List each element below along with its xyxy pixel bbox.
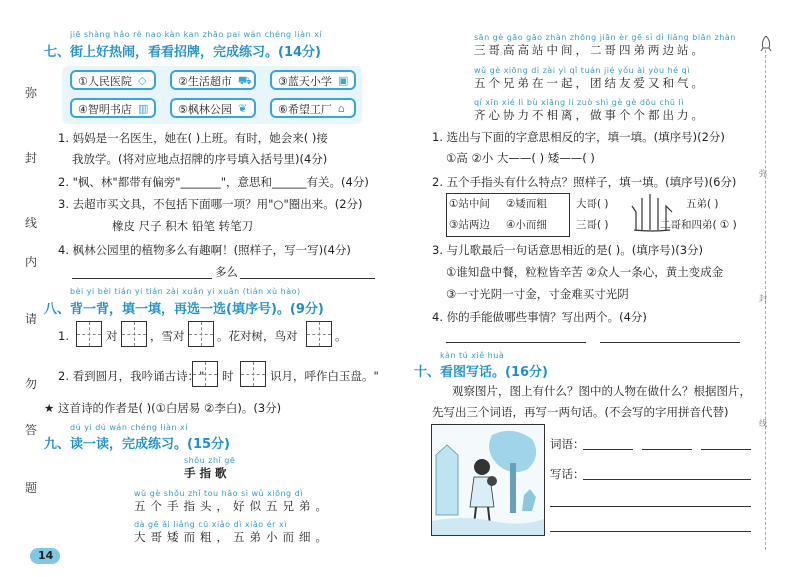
sec9-q1-options: ①高 ②小 大——( ) 矮——( ) <box>446 151 595 165</box>
sign-school <box>270 70 356 90</box>
sec10-title: 十、看图写话。(16分) <box>414 365 548 380</box>
poem-line2: 大哥矮而粗，五弟小而细。 <box>134 530 332 544</box>
option-2: ②矮而粗 <box>506 198 547 210</box>
sidebar-small-char: 弥 <box>759 169 767 178</box>
sec9-q1: 1. 选出与下面的字意思相反的字，填一填。(填序号)(2分) <box>432 130 725 144</box>
picture-girl-carrying-child <box>431 424 545 536</box>
answer-line <box>446 342 586 343</box>
sidebar-small-char: 封 <box>759 294 767 303</box>
write-box[interactable] <box>76 321 102 347</box>
write-box[interactable] <box>306 321 332 347</box>
poem-line1-pinyin: wǔ gè shǒu zhǐ tou hǎo sì wǔ xiōng dì <box>134 489 303 498</box>
sign-label: ①人民医院 <box>78 75 132 88</box>
sec8-q2-t3: 识月，呼作白玉盘。" <box>270 369 379 383</box>
sec9-q3-a: ①谁知盘中餐，粒粒皆辛苦 ②众人一条心，黄土变成金 <box>446 265 724 279</box>
poem-line3-pinyin: sān gè gāo gāo zhàn zhōng jiān èr gē sì dì liǎng biān zhàn <box>474 33 736 42</box>
sec10-para1: 观察图片，图上有什么？图中的人物在做什么？根据图片， <box>452 384 751 398</box>
option-4: ④小而细 <box>506 219 547 231</box>
sec7-q3-options: 橡皮 尺子 积木 铅笔 转笔刀 <box>112 219 254 233</box>
sec9-q3: 3. 与儿歌最后一句话意思相近的是( )。(填序号)(3分) <box>432 243 704 257</box>
sign-supermarket <box>170 70 256 90</box>
factory-icon: ⌂ <box>338 102 345 115</box>
sec8-q2-t1: 2. 看到圆月，我吟诵古诗：" <box>58 369 205 383</box>
sign-bookstore <box>70 98 156 118</box>
answer-line <box>583 479 751 480</box>
sec8-q1-t1: 对 <box>106 329 118 343</box>
sec7-q4: 4. 枫林公园里的植物多么有趣啊！(照样子，写一写)(4分) <box>58 243 351 257</box>
cart-icon: ⛟ <box>238 74 252 87</box>
sec9-pinyin: dú yi dú wán chéng liàn xí <box>70 423 188 432</box>
book-icon: ▥ <box>138 102 149 115</box>
rocket-icon <box>760 36 772 56</box>
sec8-star-question: ★ 这首诗的作者是( )(①白居易 ②李白)。(3分) <box>44 401 282 415</box>
write-label: 写话： <box>550 467 585 481</box>
sec8-q1-t3: 。花对树，鸟对 <box>217 329 298 343</box>
sign-label: ③蓝天小学 <box>278 75 332 88</box>
sign-label: ②生活超市 <box>178 75 232 88</box>
sec9-q3-b: ③一寸光阴一寸金，寸金难买寸光阴 <box>446 287 629 301</box>
sign-hospital <box>70 70 156 90</box>
poem-line3: 三哥高高站中间，二哥四弟两边站。 <box>474 43 706 57</box>
answer-line <box>550 506 751 507</box>
poem-title: 手 指 歌 <box>184 466 227 480</box>
sign-label: ⑥希望工厂 <box>278 103 332 116</box>
cross-icon: ◇ <box>138 74 147 87</box>
sec7-q1a: 1. 妈妈是一名医生，她在( )上班。有时，她会来( )接 <box>58 131 328 145</box>
sec8-q2-t2: 时 <box>222 369 234 383</box>
write-box[interactable] <box>192 361 218 387</box>
sidebar-char: 内 <box>25 255 38 269</box>
write-box[interactable] <box>121 321 147 347</box>
poem-line1: 五个手指头，好似五兄弟。 <box>134 499 332 513</box>
answer-line <box>583 449 633 450</box>
write-box[interactable] <box>240 361 266 387</box>
sidebar-char: 请 <box>25 312 38 326</box>
sign-park <box>170 98 256 118</box>
sec7-q4-end: 多么 <box>215 265 238 279</box>
leaf-icon: ❦ <box>238 102 248 115</box>
sec8-title: 八、背一背，填一填，再选一选(填序号)。(9分) <box>44 302 324 317</box>
sec8-q1-t2: ，雪对 <box>150 329 185 343</box>
sec8-q1-num: 1. <box>58 329 69 343</box>
words-label: 词语： <box>550 437 585 451</box>
poem-line4: 五个兄弟在一起，团结友爱又和气。 <box>474 76 706 90</box>
option-3: ③站两边 <box>449 219 490 231</box>
sec8-q1-t4: 。 <box>335 329 347 343</box>
answer-line <box>701 449 751 450</box>
poem-title-pinyin: shǒu zhǐ gē <box>184 456 236 465</box>
answer-line <box>600 342 740 343</box>
sec7-q3: 3. 去超市买文具，不包括下面哪一项？用"○"圈出来。(2分) <box>58 197 363 211</box>
write-box[interactable] <box>188 321 214 347</box>
sec7-pinyin: jiē shàng hǎo rè nao kàn kan zhāo pai wán chéng liàn xí <box>70 30 323 39</box>
poem-line5-pinyin: qí xīn xié lì bù xiāng lí zuò shì gè gè dōu chū lì <box>474 98 684 107</box>
sec9-q2: 2. 五个手指头有什么特点？照样子，填一填。(填序号)(6分) <box>432 175 737 189</box>
sec7-q1b: 我放学。(将对应地点招牌的序号填入括号里)(4分) <box>72 152 328 166</box>
finger-row-3: 五弟( ) <box>686 198 719 210</box>
sec7-q2: 2. "枫、林"都带有偏旁"_______"，意思和______有关。(4分) <box>58 175 369 189</box>
sec8-pinyin: bèi yi bèi tián yi tián zài xuǎn yi xuǎn (tián xù hào) <box>70 287 301 296</box>
poem-line4-pinyin: wǔ gè xiōng dì zài yì qǐ tuán jié yǒu ài yòu hé qì <box>474 66 690 75</box>
sidebar-char: 封 <box>25 151 38 165</box>
answer-line <box>550 531 751 532</box>
sec9-title: 九、读一读，完成练习。(15分) <box>44 437 230 452</box>
sec10-pinyin: kàn tú xiě huà <box>440 351 505 360</box>
sidebar-char: 线 <box>25 216 38 230</box>
school-icon: ▣ <box>338 74 349 87</box>
sidebar-char: 题 <box>25 481 38 495</box>
sec10-para2: 先写出三个词语，再写一两句话。(不会写的字用拼音代替) <box>432 405 729 419</box>
sign-label: ⑤枫林公园 <box>178 103 232 116</box>
finger-row-4: 二哥和四弟( ① ) <box>660 219 737 231</box>
sign-factory <box>270 98 356 118</box>
poem-line5: 齐心协力不相离，做事个个都出力。 <box>474 108 706 122</box>
answer-line <box>72 278 212 279</box>
sec9-q4: 4. 你的手能做哪些事情？写出两个。(4分) <box>432 310 647 324</box>
sign-label: ④智明书店 <box>78 103 132 116</box>
finger-row-2: 三哥( ) <box>576 219 609 231</box>
finger-row-1: 大哥( ) <box>576 198 609 210</box>
sidebar-small-char: 线 <box>759 419 767 428</box>
page-number: 14 <box>38 549 54 562</box>
sidebar-char: 弥 <box>25 86 38 100</box>
sidebar-char: 答 <box>25 423 38 437</box>
sidebar-char: 勿 <box>25 377 38 391</box>
poem-line2-pinyin: dà gē ǎi liǎng cū xiǎo dì xiǎo ér xì <box>134 520 287 529</box>
answer-line <box>240 278 375 279</box>
answer-line <box>642 449 692 450</box>
option-1: ①站中间 <box>449 198 490 210</box>
sec7-title: 七、街上好热闹，看看招牌，完成练习。(14分) <box>44 45 321 60</box>
